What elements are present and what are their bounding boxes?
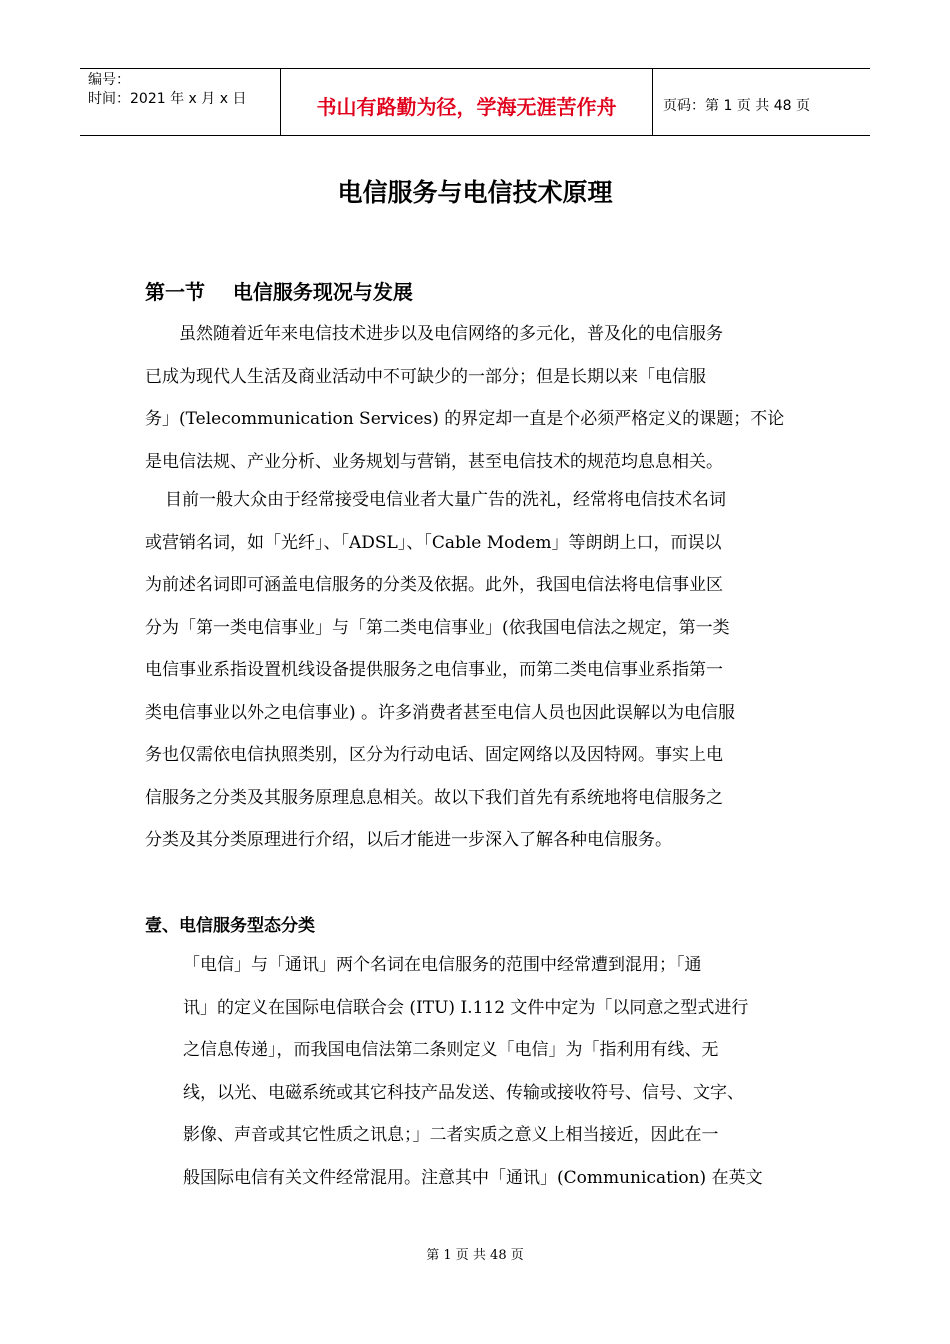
- paragraph-2-line: 信服务之分类及其服务原理息息相关。故以下我们首先有系统地将电信服务之: [145, 787, 723, 808]
- paragraph-3-line: 般国际电信有关文件经常混用。注意其中「通讯」(Communication) 在英文: [183, 1167, 763, 1188]
- paragraph-2-line: 电信事业系指设置机线设备提供服务之电信事业，而第二类电信事业系指第一: [145, 660, 723, 680]
- paragraph-3-line: 线，以光、电磁系统或其它科技产品发送、传输或接收符号、信号、文字、: [183, 1082, 744, 1103]
- document-header: [80, 68, 870, 136]
- page-footer: 第 1 页 共 48 页: [426, 1248, 524, 1263]
- paragraph-3: [183, 944, 823, 1199]
- paragraph-1-line: 虽然随着近年来电信技术进步以及电信网络的多元化，普及化的电信服务: [179, 324, 723, 344]
- paragraph-3-line: 影像、声音或其它性质之讯息；」二者实质之意义上相当接近，因此在一: [183, 1125, 719, 1145]
- paragraph-2-line: 为前述名词即可涵盖电信服务的分类及依据。此外，我国电信法将电信事业区: [145, 575, 723, 595]
- header-number-label: 编号：: [88, 72, 130, 88]
- sub-heading: 壹、电信服务型态分类: [145, 916, 315, 936]
- paragraph-1-line: 已成为现代人生活及商业活动中不可缺少的一部分；但是长期以来「电信服: [145, 366, 706, 387]
- paragraph-2: [145, 479, 810, 862]
- paragraph-1-line: 务」(Telecommunication Services) 的界定却一直是个必须严格定义的课题；不论: [145, 409, 785, 429]
- header-date: 时间：2021 年 x 月 x 日: [88, 91, 247, 107]
- paragraph-1-line: 是电信法规、产业分析、业务规划与营销，甚至电信技术的规范均息息相关。: [145, 451, 723, 472]
- header-page-info: 页码：第 1 页 共 48 页: [663, 98, 810, 114]
- paragraph-2-line: 类电信事业以外之电信事业) 。许多消费者甚至电信人员也因此误解以为电信服: [145, 702, 736, 723]
- paragraph-2-line: 目前一般大众由于经常接受电信业者大量广告的洗礼，经常将电信技术名词: [165, 490, 726, 510]
- header-motto: 书山有路勤为径，学海无涯苦作舟: [281, 69, 653, 135]
- paragraph-3-line: 之信息传递」，而我国电信法第二条则定义「电信」为「指利用有线、无: [183, 1040, 719, 1060]
- paragraph-2-line: 或营销名词，如「光纤」、「ADSL」、「Cable Modem」等朗朗上口，而误以: [145, 532, 722, 553]
- paragraph-3-line: 「电信」与「通讯」两个名词在电信服务的范围中经常遭到混用；「通: [183, 955, 702, 975]
- document-title: 电信服务与电信技术原理: [337, 178, 613, 207]
- header-meta-cell: [80, 69, 281, 135]
- paragraph-2-line: 分为「第一类电信事业」与「第二类电信事业」(依我国电信法之规定，第一类: [145, 617, 730, 638]
- paragraph-3-line: 讯」的定义在国际电信联合会 (ITU) I.112 文件中定为「以同意之型式进行: [183, 997, 749, 1018]
- paragraph-2-line: 务也仅需依电信执照类别，区分为行动电话、固定网络以及因特网。事实上电: [145, 745, 723, 765]
- paragraph-2-line: 分类及其分类原理进行介绍，以后才能进一步深入了解各种电信服务。: [145, 830, 672, 850]
- paragraph-1: [145, 313, 810, 483]
- section-heading: 第一节 电信服务现况与发展: [145, 280, 413, 304]
